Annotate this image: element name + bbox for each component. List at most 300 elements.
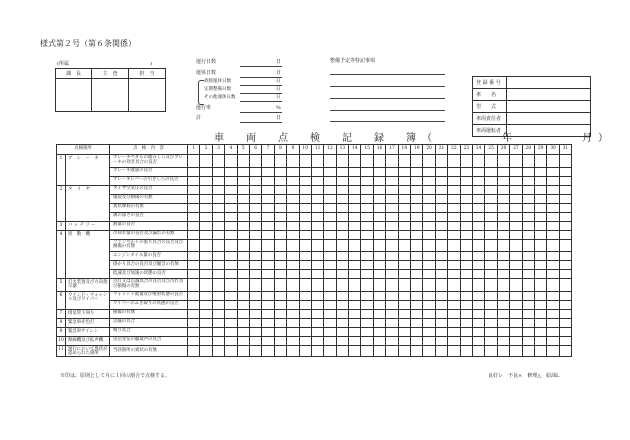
check-cell[interactable] xyxy=(200,176,212,185)
check-cell[interactable] xyxy=(559,212,571,221)
check-cell[interactable] xyxy=(373,185,385,194)
check-cell[interactable] xyxy=(386,291,398,300)
check-cell[interactable] xyxy=(373,176,385,185)
check-cell[interactable] xyxy=(373,203,385,212)
check-cell[interactable] xyxy=(324,203,336,212)
check-cell[interactable] xyxy=(373,212,385,221)
check-cell[interactable] xyxy=(411,221,423,230)
check-cell[interactable] xyxy=(373,291,385,300)
check-cell[interactable] xyxy=(212,221,224,230)
check-cell[interactable] xyxy=(460,239,472,252)
seal-cell[interactable] xyxy=(56,79,92,112)
check-cell[interactable] xyxy=(249,279,261,292)
check-cell[interactable] xyxy=(188,327,200,336)
check-cell[interactable] xyxy=(311,203,323,212)
check-cell[interactable] xyxy=(188,318,200,327)
check-cell[interactable] xyxy=(522,194,534,203)
check-cell[interactable] xyxy=(386,318,398,327)
check-cell[interactable] xyxy=(398,300,410,309)
check-cell[interactable] xyxy=(336,212,348,221)
check-cell[interactable] xyxy=(249,270,261,279)
check-cell[interactable] xyxy=(534,155,546,168)
check-cell[interactable] xyxy=(547,291,559,300)
check-cell[interactable] xyxy=(547,185,559,194)
check-cell[interactable] xyxy=(361,176,373,185)
check-cell[interactable] xyxy=(386,194,398,203)
check-cell[interactable] xyxy=(534,261,546,270)
check-cell[interactable] xyxy=(473,309,485,318)
check-cell[interactable] xyxy=(460,252,472,261)
check-cell[interactable] xyxy=(448,300,460,309)
check-cell[interactable] xyxy=(473,279,485,292)
check-cell[interactable] xyxy=(200,239,212,252)
check-cell[interactable] xyxy=(559,203,571,212)
check-cell[interactable] xyxy=(200,230,212,239)
check-cell[interactable] xyxy=(225,318,237,327)
check-cell[interactable] xyxy=(510,279,522,292)
check-cell[interactable] xyxy=(373,194,385,203)
check-cell[interactable] xyxy=(435,270,447,279)
check-cell[interactable] xyxy=(188,300,200,309)
check-cell[interactable] xyxy=(200,270,212,279)
check-cell[interactable] xyxy=(559,270,571,279)
check-cell[interactable] xyxy=(497,300,509,309)
check-cell[interactable] xyxy=(336,203,348,212)
check-cell[interactable] xyxy=(361,230,373,239)
check-cell[interactable] xyxy=(534,230,546,239)
check-cell[interactable] xyxy=(237,194,249,203)
check-cell[interactable] xyxy=(188,279,200,292)
check-cell[interactable] xyxy=(361,318,373,327)
check-cell[interactable] xyxy=(274,221,286,230)
check-cell[interactable] xyxy=(510,167,522,176)
check-cell[interactable] xyxy=(225,212,237,221)
check-cell[interactable] xyxy=(460,270,472,279)
check-cell[interactable] xyxy=(522,318,534,327)
check-cell[interactable] xyxy=(448,194,460,203)
check-cell[interactable] xyxy=(522,279,534,292)
check-cell[interactable] xyxy=(274,300,286,309)
check-cell[interactable] xyxy=(299,203,311,212)
check-cell[interactable] xyxy=(559,309,571,318)
check-cell[interactable] xyxy=(336,261,348,270)
check-cell[interactable] xyxy=(398,221,410,230)
check-cell[interactable] xyxy=(435,279,447,292)
check-cell[interactable] xyxy=(510,309,522,318)
check-cell[interactable] xyxy=(287,203,299,212)
check-cell[interactable] xyxy=(299,270,311,279)
check-cell[interactable] xyxy=(547,155,559,168)
check-cell[interactable] xyxy=(398,291,410,300)
check-cell[interactable] xyxy=(324,239,336,252)
check-cell[interactable] xyxy=(448,176,460,185)
check-cell[interactable] xyxy=(200,318,212,327)
check-cell[interactable] xyxy=(212,230,224,239)
check-cell[interactable] xyxy=(225,167,237,176)
check-cell[interactable] xyxy=(287,167,299,176)
check-cell[interactable] xyxy=(373,252,385,261)
check-cell[interactable] xyxy=(435,309,447,318)
check-cell[interactable] xyxy=(485,291,497,300)
check-cell[interactable] xyxy=(212,261,224,270)
check-cell[interactable] xyxy=(336,309,348,318)
check-cell[interactable] xyxy=(559,176,571,185)
check-cell[interactable] xyxy=(460,261,472,270)
check-cell[interactable] xyxy=(386,309,398,318)
check-cell[interactable] xyxy=(361,221,373,230)
check-cell[interactable] xyxy=(522,291,534,300)
check-cell[interactable] xyxy=(249,300,261,309)
check-cell[interactable] xyxy=(485,167,497,176)
check-cell[interactable] xyxy=(522,167,534,176)
check-cell[interactable] xyxy=(534,176,546,185)
check-cell[interactable] xyxy=(311,155,323,168)
check-cell[interactable] xyxy=(349,230,361,239)
check-cell[interactable] xyxy=(423,221,435,230)
check-cell[interactable] xyxy=(225,300,237,309)
check-cell[interactable] xyxy=(262,336,274,345)
check-cell[interactable] xyxy=(274,167,286,176)
check-cell[interactable] xyxy=(225,176,237,185)
check-cell[interactable] xyxy=(336,336,348,345)
check-cell[interactable] xyxy=(324,176,336,185)
check-cell[interactable] xyxy=(386,203,398,212)
check-cell[interactable] xyxy=(287,230,299,239)
check-cell[interactable] xyxy=(522,155,534,168)
check-cell[interactable] xyxy=(349,212,361,221)
check-cell[interactable] xyxy=(534,252,546,261)
check-cell[interactable] xyxy=(274,155,286,168)
check-cell[interactable] xyxy=(373,261,385,270)
check-cell[interactable] xyxy=(398,185,410,194)
check-cell[interactable] xyxy=(212,194,224,203)
check-cell[interactable] xyxy=(547,336,559,345)
check-cell[interactable] xyxy=(299,261,311,270)
check-cell[interactable] xyxy=(485,203,497,212)
check-cell[interactable] xyxy=(510,252,522,261)
check-cell[interactable] xyxy=(559,185,571,194)
check-cell[interactable] xyxy=(559,345,571,357)
check-cell[interactable] xyxy=(225,309,237,318)
check-cell[interactable] xyxy=(336,291,348,300)
check-cell[interactable] xyxy=(423,300,435,309)
check-cell[interactable] xyxy=(188,261,200,270)
check-cell[interactable] xyxy=(262,318,274,327)
check-cell[interactable] xyxy=(324,270,336,279)
check-cell[interactable] xyxy=(349,221,361,230)
check-cell[interactable] xyxy=(311,185,323,194)
check-cell[interactable] xyxy=(473,291,485,300)
check-cell[interactable] xyxy=(485,230,497,239)
check-cell[interactable] xyxy=(274,212,286,221)
check-cell[interactable] xyxy=(188,309,200,318)
check-cell[interactable] xyxy=(237,221,249,230)
check-cell[interactable] xyxy=(522,252,534,261)
check-cell[interactable] xyxy=(411,203,423,212)
check-cell[interactable] xyxy=(274,279,286,292)
check-cell[interactable] xyxy=(324,230,336,239)
check-cell[interactable] xyxy=(274,261,286,270)
check-cell[interactable] xyxy=(485,194,497,203)
check-cell[interactable] xyxy=(386,279,398,292)
check-cell[interactable] xyxy=(559,155,571,168)
check-cell[interactable] xyxy=(287,345,299,357)
check-cell[interactable] xyxy=(324,167,336,176)
check-cell[interactable] xyxy=(324,212,336,221)
seal-cell[interactable] xyxy=(92,79,129,112)
check-cell[interactable] xyxy=(262,230,274,239)
check-cell[interactable] xyxy=(423,291,435,300)
check-cell[interactable] xyxy=(299,291,311,300)
check-cell[interactable] xyxy=(411,230,423,239)
check-cell[interactable] xyxy=(522,300,534,309)
check-cell[interactable] xyxy=(336,327,348,336)
check-cell[interactable] xyxy=(324,291,336,300)
check-cell[interactable] xyxy=(311,300,323,309)
check-cell[interactable] xyxy=(311,221,323,230)
check-cell[interactable] xyxy=(225,327,237,336)
check-cell[interactable] xyxy=(411,261,423,270)
check-cell[interactable] xyxy=(497,270,509,279)
check-cell[interactable] xyxy=(225,194,237,203)
check-cell[interactable] xyxy=(473,212,485,221)
check-cell[interactable] xyxy=(287,327,299,336)
check-cell[interactable] xyxy=(448,291,460,300)
check-cell[interactable] xyxy=(398,309,410,318)
check-cell[interactable] xyxy=(448,212,460,221)
check-cell[interactable] xyxy=(336,230,348,239)
check-cell[interactable] xyxy=(336,221,348,230)
check-cell[interactable] xyxy=(324,194,336,203)
check-cell[interactable] xyxy=(311,279,323,292)
check-cell[interactable] xyxy=(497,279,509,292)
check-cell[interactable] xyxy=(497,336,509,345)
check-cell[interactable] xyxy=(448,279,460,292)
check-cell[interactable] xyxy=(386,252,398,261)
check-cell[interactable] xyxy=(299,279,311,292)
check-cell[interactable] xyxy=(386,167,398,176)
check-cell[interactable] xyxy=(237,203,249,212)
check-cell[interactable] xyxy=(534,336,546,345)
check-cell[interactable] xyxy=(373,230,385,239)
check-cell[interactable] xyxy=(485,261,497,270)
check-cell[interactable] xyxy=(497,309,509,318)
check-cell[interactable] xyxy=(249,318,261,327)
check-cell[interactable] xyxy=(547,194,559,203)
check-cell[interactable] xyxy=(324,252,336,261)
check-cell[interactable] xyxy=(274,239,286,252)
check-cell[interactable] xyxy=(212,203,224,212)
check-cell[interactable] xyxy=(411,300,423,309)
check-cell[interactable] xyxy=(237,300,249,309)
check-cell[interactable] xyxy=(349,176,361,185)
check-cell[interactable] xyxy=(324,221,336,230)
check-cell[interactable] xyxy=(349,185,361,194)
check-cell[interactable] xyxy=(559,167,571,176)
check-cell[interactable] xyxy=(534,291,546,300)
check-cell[interactable] xyxy=(485,327,497,336)
check-cell[interactable] xyxy=(473,176,485,185)
check-cell[interactable] xyxy=(262,176,274,185)
check-cell[interactable] xyxy=(435,167,447,176)
check-cell[interactable] xyxy=(262,300,274,309)
check-cell[interactable] xyxy=(423,194,435,203)
check-cell[interactable] xyxy=(510,261,522,270)
check-cell[interactable] xyxy=(212,300,224,309)
check-cell[interactable] xyxy=(324,336,336,345)
check-cell[interactable] xyxy=(361,270,373,279)
check-cell[interactable] xyxy=(534,300,546,309)
check-cell[interactable] xyxy=(336,155,348,168)
check-cell[interactable] xyxy=(423,239,435,252)
check-cell[interactable] xyxy=(361,327,373,336)
check-cell[interactable] xyxy=(373,167,385,176)
check-cell[interactable] xyxy=(510,291,522,300)
check-cell[interactable] xyxy=(311,176,323,185)
check-cell[interactable] xyxy=(349,261,361,270)
check-cell[interactable] xyxy=(274,345,286,357)
check-cell[interactable] xyxy=(311,239,323,252)
check-cell[interactable] xyxy=(249,167,261,176)
check-cell[interactable] xyxy=(547,230,559,239)
check-cell[interactable] xyxy=(435,291,447,300)
check-cell[interactable] xyxy=(386,327,398,336)
check-cell[interactable] xyxy=(435,176,447,185)
check-cell[interactable] xyxy=(249,252,261,261)
check-cell[interactable] xyxy=(485,212,497,221)
check-cell[interactable] xyxy=(287,252,299,261)
check-cell[interactable] xyxy=(262,309,274,318)
check-cell[interactable] xyxy=(547,345,559,357)
check-cell[interactable] xyxy=(237,291,249,300)
check-cell[interactable] xyxy=(510,176,522,185)
check-cell[interactable] xyxy=(547,239,559,252)
check-cell[interactable] xyxy=(522,327,534,336)
check-cell[interactable] xyxy=(398,318,410,327)
check-cell[interactable] xyxy=(349,336,361,345)
check-cell[interactable] xyxy=(311,318,323,327)
check-cell[interactable] xyxy=(299,221,311,230)
check-cell[interactable] xyxy=(287,194,299,203)
check-cell[interactable] xyxy=(510,327,522,336)
check-cell[interactable] xyxy=(460,194,472,203)
check-cell[interactable] xyxy=(497,194,509,203)
check-cell[interactable] xyxy=(237,318,249,327)
check-cell[interactable] xyxy=(547,327,559,336)
check-cell[interactable] xyxy=(423,261,435,270)
check-cell[interactable] xyxy=(200,309,212,318)
check-cell[interactable] xyxy=(349,309,361,318)
check-cell[interactable] xyxy=(349,252,361,261)
check-cell[interactable] xyxy=(212,270,224,279)
check-cell[interactable] xyxy=(311,230,323,239)
check-cell[interactable] xyxy=(274,291,286,300)
check-cell[interactable] xyxy=(299,185,311,194)
check-cell[interactable] xyxy=(349,291,361,300)
check-cell[interactable] xyxy=(485,176,497,185)
check-cell[interactable] xyxy=(534,239,546,252)
check-cell[interactable] xyxy=(497,185,509,194)
check-cell[interactable] xyxy=(249,194,261,203)
check-cell[interactable] xyxy=(225,185,237,194)
check-cell[interactable] xyxy=(460,167,472,176)
check-cell[interactable] xyxy=(188,336,200,345)
check-cell[interactable] xyxy=(249,176,261,185)
check-cell[interactable] xyxy=(311,194,323,203)
check-cell[interactable] xyxy=(361,185,373,194)
check-cell[interactable] xyxy=(448,309,460,318)
check-cell[interactable] xyxy=(448,336,460,345)
check-cell[interactable] xyxy=(274,327,286,336)
check-cell[interactable] xyxy=(497,252,509,261)
check-cell[interactable] xyxy=(361,239,373,252)
check-cell[interactable] xyxy=(423,279,435,292)
check-cell[interactable] xyxy=(212,252,224,261)
check-cell[interactable] xyxy=(485,155,497,168)
check-cell[interactable] xyxy=(473,155,485,168)
check-cell[interactable] xyxy=(485,318,497,327)
check-cell[interactable] xyxy=(287,318,299,327)
check-cell[interactable] xyxy=(534,279,546,292)
check-cell[interactable] xyxy=(522,176,534,185)
check-cell[interactable] xyxy=(435,327,447,336)
check-cell[interactable] xyxy=(373,300,385,309)
check-cell[interactable] xyxy=(448,239,460,252)
check-cell[interactable] xyxy=(435,155,447,168)
check-cell[interactable] xyxy=(200,185,212,194)
check-cell[interactable] xyxy=(559,327,571,336)
check-cell[interactable] xyxy=(547,261,559,270)
check-cell[interactable] xyxy=(311,261,323,270)
check-cell[interactable] xyxy=(423,270,435,279)
check-cell[interactable] xyxy=(299,194,311,203)
check-cell[interactable] xyxy=(262,185,274,194)
check-cell[interactable] xyxy=(398,230,410,239)
check-cell[interactable] xyxy=(361,336,373,345)
check-cell[interactable] xyxy=(299,239,311,252)
check-cell[interactable] xyxy=(237,212,249,221)
check-cell[interactable] xyxy=(460,291,472,300)
check-cell[interactable] xyxy=(225,252,237,261)
check-cell[interactable] xyxy=(534,318,546,327)
check-cell[interactable] xyxy=(534,309,546,318)
check-cell[interactable] xyxy=(274,194,286,203)
check-cell[interactable] xyxy=(435,345,447,357)
check-cell[interactable] xyxy=(547,252,559,261)
check-cell[interactable] xyxy=(188,167,200,176)
check-cell[interactable] xyxy=(237,345,249,357)
check-cell[interactable] xyxy=(497,261,509,270)
check-cell[interactable] xyxy=(274,185,286,194)
check-cell[interactable] xyxy=(188,270,200,279)
check-cell[interactable] xyxy=(299,300,311,309)
check-cell[interactable] xyxy=(435,212,447,221)
check-cell[interactable] xyxy=(411,291,423,300)
check-cell[interactable] xyxy=(188,230,200,239)
check-cell[interactable] xyxy=(423,327,435,336)
check-cell[interactable] xyxy=(311,252,323,261)
check-cell[interactable] xyxy=(200,300,212,309)
check-cell[interactable] xyxy=(460,230,472,239)
check-cell[interactable] xyxy=(274,176,286,185)
check-cell[interactable] xyxy=(510,336,522,345)
check-cell[interactable] xyxy=(510,270,522,279)
check-cell[interactable] xyxy=(473,270,485,279)
check-cell[interactable] xyxy=(398,252,410,261)
check-cell[interactable] xyxy=(311,309,323,318)
check-cell[interactable] xyxy=(473,345,485,357)
check-cell[interactable] xyxy=(411,270,423,279)
